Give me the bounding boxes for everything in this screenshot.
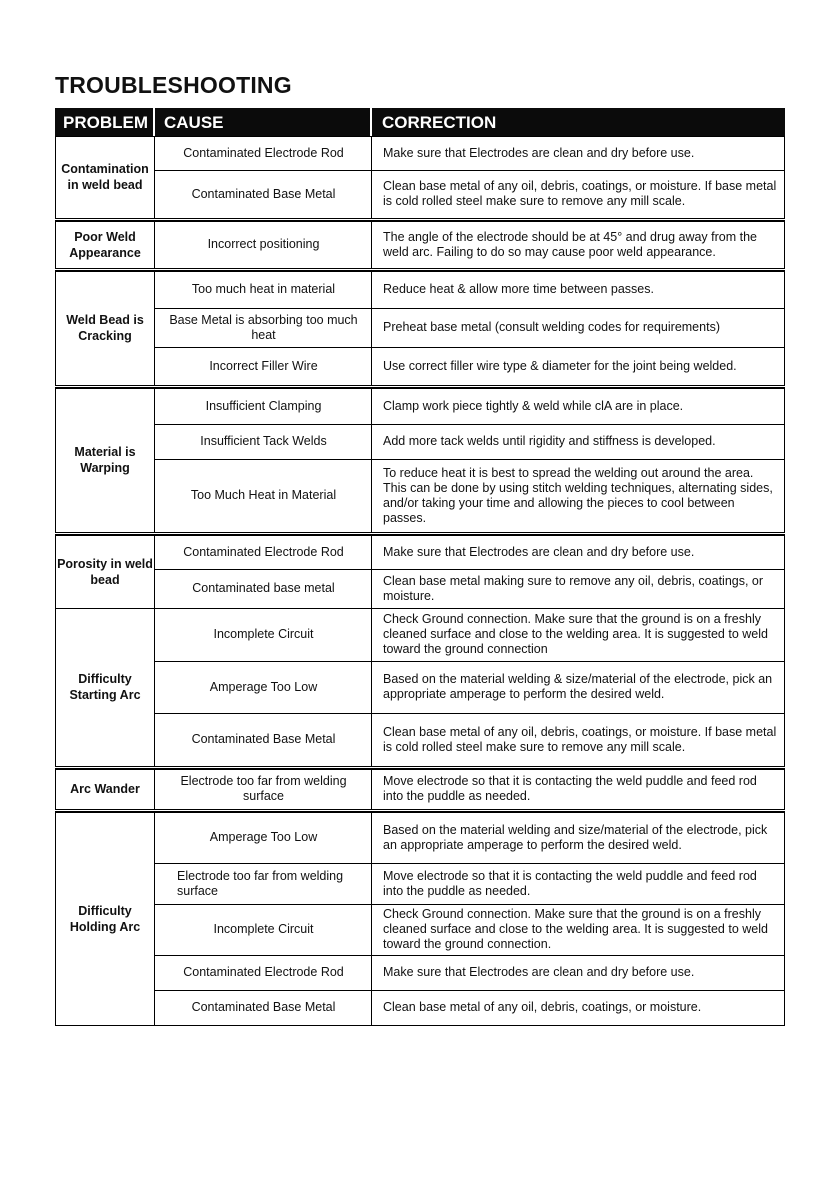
correction-cell: Check Ground connection. Make sure that the ground is on a freshly cleaned surface and close to the welding area. It is suggested to weld toward the ground connection. <box>383 907 768 951</box>
correction-cell: Preheat base metal (consult welding codes for requirements) <box>383 320 720 334</box>
problem-column-header: PROBLEM <box>63 113 148 132</box>
cause-cell: Insufficient Clamping <box>205 398 322 413</box>
correction-cell: Make sure that Electrodes are clean and dry before use. <box>383 965 695 979</box>
cause-cell: Contaminated Base Metal <box>191 732 336 746</box>
correction-cell: Clean base metal of any oil, debris, coatings, or moisture. If base metal is cold rolled steel make sure to remove any mill scale. <box>383 179 777 208</box>
correction-cell: To reduce heat it is best to spread the welding out around the area. This can be done by using stitch welding techniques, alternating sides, and/or taking your time and allowing the pieces to cool between passes. <box>383 465 773 525</box>
cause-cell: Contaminated Electrode Rod <box>183 965 344 979</box>
cause-cell: Contaminated Base Metal <box>191 186 336 201</box>
correction-cell: Reduce heat & allow more time between passes. <box>383 282 654 296</box>
problem-cell: Material is Warping <box>74 445 136 475</box>
page-title: TROUBLESHOOTING <box>55 72 292 98</box>
cause-cell: Too Much Heat in Material <box>190 488 337 502</box>
cause-cell: Too much heat in material <box>191 282 336 296</box>
cause-cell: Contaminated Electrode Rod <box>183 544 344 559</box>
correction-cell: Make sure that Electrodes are clean and dry before use. <box>383 145 695 160</box>
correction-cell: Clamp work piece tightly & weld while clA are in place. <box>383 398 684 413</box>
correction-cell: Clean base metal of any oil, debris, coatings, or moisture. <box>383 1000 702 1014</box>
problem-cell: Contamination in weld bead <box>61 162 149 192</box>
problem-cell: Porosity in weld bead <box>57 556 153 587</box>
cause-cell: Contaminated base metal <box>192 581 335 595</box>
correction-cell: Check Ground connection. Make sure that the ground is on a freshly cleaned surface and close to the welding area. It is suggested to weld toward the ground connection <box>383 612 768 656</box>
correction-column-header: CORRECTION <box>382 113 497 132</box>
cause-cell: Insufficient Tack Welds <box>200 434 327 448</box>
cause-cell: Amperage Too Low <box>209 679 318 694</box>
cause-cell: Base Metal is absorbing too much heat <box>169 312 358 342</box>
cause-cell: Incorrect Filler Wire <box>209 358 318 373</box>
cause-column-header: CAUSE <box>164 113 224 132</box>
cause-cell: Electrode too far from welding surface <box>180 774 347 803</box>
cause-cell: Contaminated Base Metal <box>191 1000 336 1014</box>
cause-cell: Contaminated Electrode Rod <box>183 145 344 160</box>
correction-cell: Clean base metal of any oil, debris, coatings, or moisture. If base metal is cold rolled steel make sure to remove any mill scale. <box>383 724 777 754</box>
problem-cell: Difficulty Holding Arc <box>69 903 141 934</box>
cause-cell: Incomplete Circuit <box>213 627 314 641</box>
correction-cell: Add more tack welds until rigidity and stiffness is developed. <box>383 434 716 448</box>
problem-cell: Poor Weld Appearance <box>69 229 141 260</box>
correction-cell: Move electrode so that it is contacting the weld puddle and feed rod into the puddle as needed. <box>383 868 757 898</box>
problem-cell: Difficulty Starting Arc <box>69 672 141 702</box>
correction-cell: Clean base metal making sure to remove any oil, debris, coatings, or moisture. <box>383 573 764 603</box>
correction-cell: Based on the material welding and size/material of the electrode, pick an appropriate amperage to perform the desired weld. <box>383 822 768 852</box>
correction-cell: Make sure that Electrodes are clean and dry before use. <box>383 544 695 559</box>
problem-cell: Arc Wander <box>70 782 140 796</box>
correction-cell: Use correct filler wire type & diameter for the joint being welded. <box>383 358 737 373</box>
cause-cell: Incorrect positioning <box>207 237 320 251</box>
problem-cell: Weld Bead is Cracking <box>66 313 144 343</box>
cause-cell: Electrode too far from welding surface <box>177 868 344 898</box>
cause-cell: Incomplete Circuit <box>213 922 314 936</box>
cause-cell: Amperage Too Low <box>209 830 318 844</box>
correction-cell: The angle of the electrode should be at 45° and drug away from the weld arc. Failing to do so may cause poor weld appearance. <box>383 229 757 259</box>
correction-cell: Move electrode so that it is contacting the weld puddle and feed rod into the puddle as needed. <box>383 774 757 803</box>
correction-cell: Based on the material welding & size/material of the electrode, pick an appropriate amperage to perform the desired weld. <box>383 672 773 701</box>
